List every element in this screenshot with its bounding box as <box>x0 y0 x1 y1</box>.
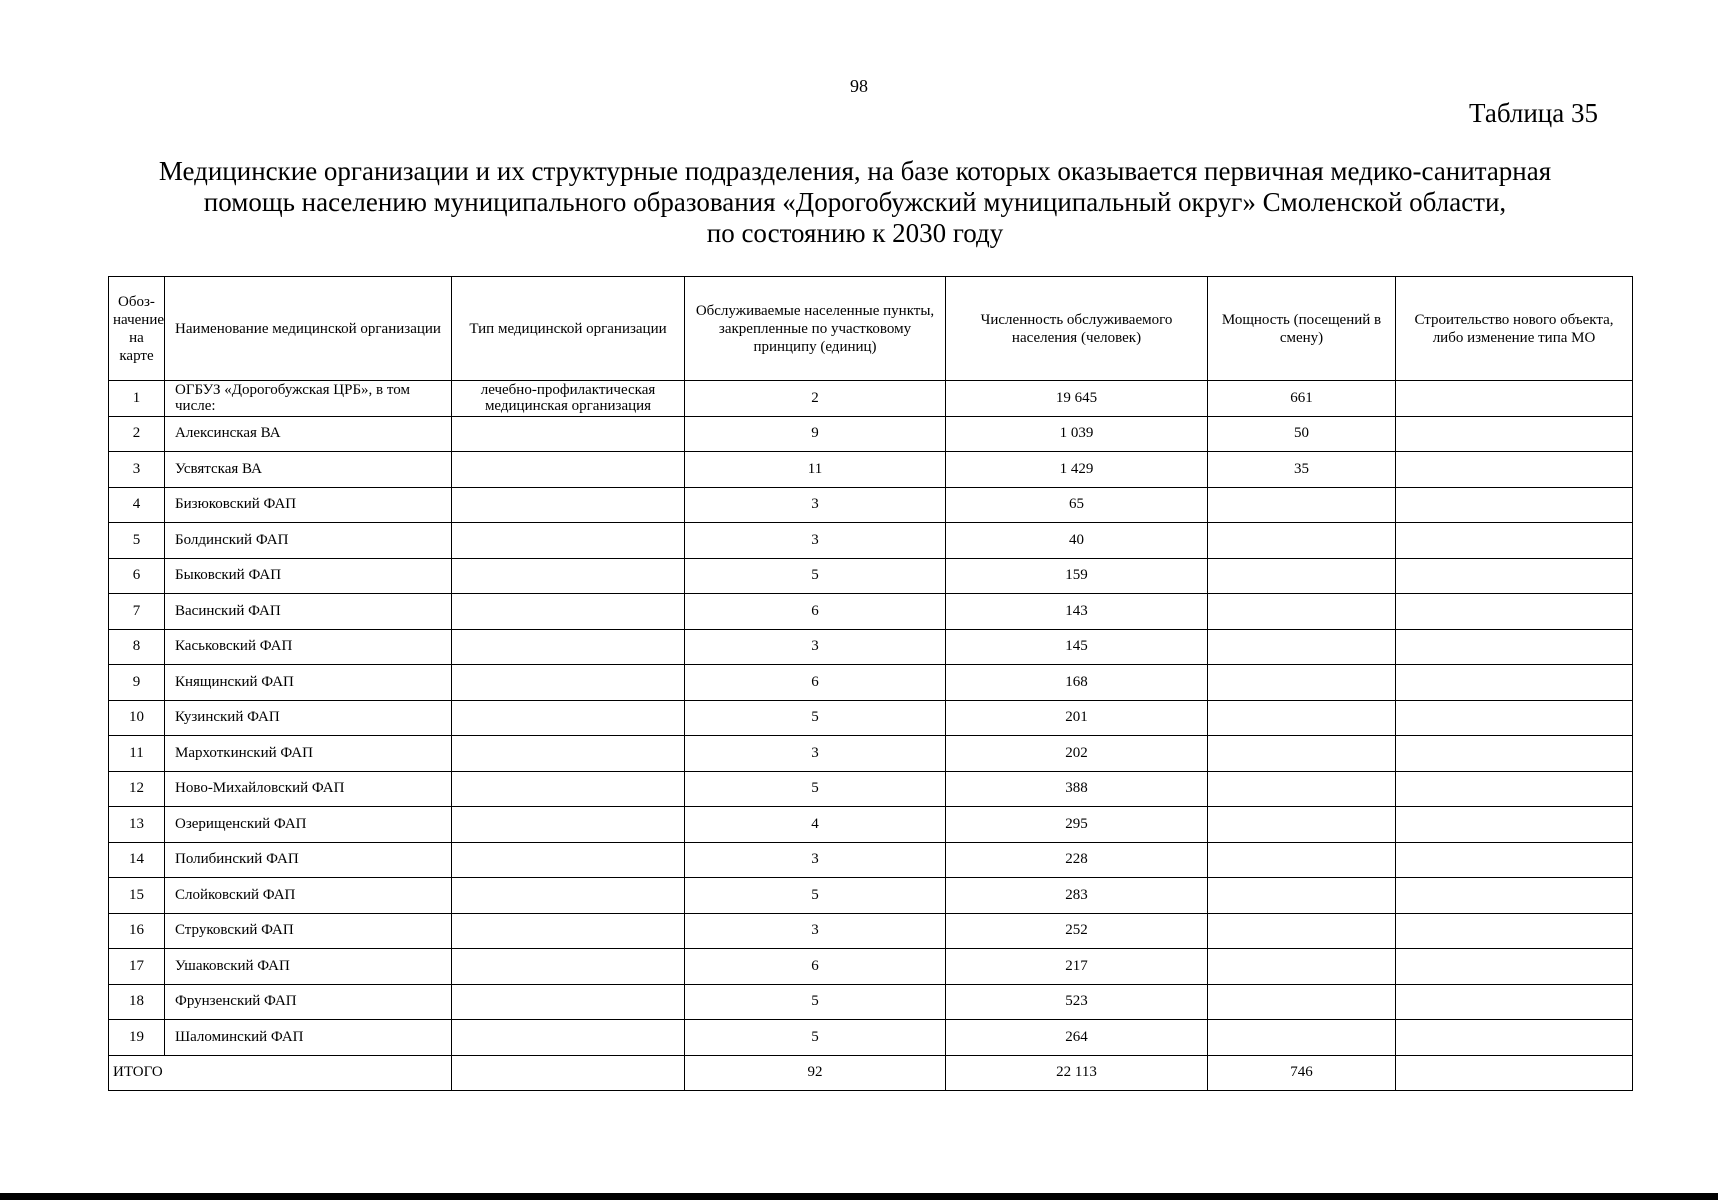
cell-construction <box>1396 487 1633 523</box>
cell-id: 16 <box>109 913 165 949</box>
page-number: 98 <box>850 76 868 96</box>
cell-population: 388 <box>946 771 1208 807</box>
cell-type <box>452 487 685 523</box>
cell-settlements: 4 <box>685 807 946 843</box>
header-construction: Строительство нового объекта, либо изменение типа МО <box>1396 277 1633 381</box>
cell-capacity: 50 <box>1208 416 1396 452</box>
table-row <box>109 416 1633 452</box>
cell-construction <box>1396 984 1633 1020</box>
cell-name: Шаломинский ФАП <box>165 1020 452 1056</box>
cell-construction <box>1396 771 1633 807</box>
cell-construction <box>1396 558 1633 594</box>
cell-construction <box>1396 807 1633 843</box>
title-line-3: по состоянию к 2030 году <box>706 218 1004 248</box>
cell-construction <box>1396 523 1633 559</box>
table-row <box>109 381 1633 417</box>
cell-capacity <box>1208 878 1396 914</box>
cell-id: 15 <box>109 878 165 914</box>
cell-name: Алексинская ВА <box>165 416 452 452</box>
cell-name: Болдинский ФАП <box>165 523 452 559</box>
header-name: Наименование медицинской организации <box>165 277 452 381</box>
cell-type <box>452 984 685 1020</box>
cell-capacity <box>1208 913 1396 949</box>
cell-capacity: 661 <box>1208 381 1396 417</box>
cell-type: лечебно-профилактическая медицинская организация <box>452 381 685 417</box>
table-row <box>109 700 1633 736</box>
table-row <box>109 807 1633 843</box>
cell-construction <box>1396 594 1633 630</box>
cell-type <box>452 629 685 665</box>
cell-id: 3 <box>109 452 165 488</box>
table-row <box>109 913 1633 949</box>
cell-population: 252 <box>946 913 1208 949</box>
cell-settlements: 5 <box>685 1020 946 1056</box>
cell-population: 295 <box>946 807 1208 843</box>
header-capacity: Мощность (посещений в смену) <box>1208 277 1396 381</box>
cell-settlements: 3 <box>685 736 946 772</box>
cell-settlements: 11 <box>685 452 946 488</box>
cell-population: 168 <box>946 665 1208 701</box>
cell-name: Озерищенский ФАП <box>165 807 452 843</box>
cell-population: 40 <box>946 523 1208 559</box>
cell-settlements: 9 <box>685 416 946 452</box>
cell-id: 9 <box>109 665 165 701</box>
cell-settlements: 3 <box>685 913 946 949</box>
cell-population: 19 645 <box>946 381 1208 417</box>
cell-capacity <box>1208 1020 1396 1056</box>
cell-name: Бизюковский ФАП <box>165 487 452 523</box>
cell-construction <box>1396 878 1633 914</box>
cell-settlements: 5 <box>685 558 946 594</box>
cell-name: ОГБУЗ «Дорогобужская ЦРБ», в том числе: <box>165 381 452 417</box>
title-line-2: помощь населению муниципального образования «Дорогобужский муниципальный округ» Смоленской области, <box>203 187 1507 217</box>
cell-name: Быковский ФАП <box>165 558 452 594</box>
table-row <box>109 665 1633 701</box>
cell-name: Слойковский ФАП <box>165 878 452 914</box>
table-row <box>109 487 1633 523</box>
header-population: Численность обслуживаемого населения (человек) <box>946 277 1208 381</box>
cell-type <box>452 452 685 488</box>
title-line-1: Медицинские организации и их структурные подразделения, на базе которых оказывается первичная медико-санитарная <box>158 156 1552 186</box>
cell-name: Фрунзенский ФАП <box>165 984 452 1020</box>
cell-settlements: 3 <box>685 523 946 559</box>
cell-construction <box>1396 700 1633 736</box>
cell-name: Каськовский ФАП <box>165 629 452 665</box>
cell-population: 159 <box>946 558 1208 594</box>
cell-population: 1 039 <box>946 416 1208 452</box>
cell-construction <box>1396 416 1633 452</box>
cell-settlements: 2 <box>685 381 946 417</box>
cell-id: 10 <box>109 700 165 736</box>
table-row <box>109 878 1633 914</box>
cell-id: 18 <box>109 984 165 1020</box>
total-label: ИТОГО <box>109 1055 452 1091</box>
cell-population: 1 429 <box>946 452 1208 488</box>
table-row <box>109 736 1633 772</box>
cell-id: 6 <box>109 558 165 594</box>
table-row <box>109 949 1633 985</box>
cell-id: 12 <box>109 771 165 807</box>
cell-capacity <box>1208 629 1396 665</box>
table-row <box>109 594 1633 630</box>
cell-name: Кузинский ФАП <box>165 700 452 736</box>
cell-settlements: 5 <box>685 878 946 914</box>
total-type <box>452 1055 685 1091</box>
cell-capacity <box>1208 842 1396 878</box>
cell-population: 228 <box>946 842 1208 878</box>
total-row <box>109 1055 1633 1091</box>
total-capacity: 746 <box>1208 1055 1396 1091</box>
cell-id: 2 <box>109 416 165 452</box>
cell-name: Княщинский ФАП <box>165 665 452 701</box>
cell-type <box>452 594 685 630</box>
cell-type <box>452 949 685 985</box>
cell-population: 283 <box>946 878 1208 914</box>
cell-population: 145 <box>946 629 1208 665</box>
cell-population: 217 <box>946 949 1208 985</box>
cell-type <box>452 665 685 701</box>
header-id: Обоз-начение на карте <box>109 277 165 381</box>
cell-capacity <box>1208 523 1396 559</box>
cell-construction <box>1396 736 1633 772</box>
cell-population: 264 <box>946 1020 1208 1056</box>
cell-capacity <box>1208 665 1396 701</box>
cell-name: Ушаковский ФАП <box>165 949 452 985</box>
table-header-row <box>109 277 1633 381</box>
bottom-border <box>0 1193 1718 1200</box>
cell-population: 201 <box>946 700 1208 736</box>
organizations-table <box>108 276 1633 1091</box>
cell-construction <box>1396 1020 1633 1056</box>
cell-id: 17 <box>109 949 165 985</box>
total-construction <box>1396 1055 1633 1091</box>
document-title <box>100 156 1610 249</box>
cell-type <box>452 558 685 594</box>
cell-population: 143 <box>946 594 1208 630</box>
cell-capacity <box>1208 594 1396 630</box>
cell-name: Мархоткинский ФАП <box>165 736 452 772</box>
cell-id: 19 <box>109 1020 165 1056</box>
table-row <box>109 842 1633 878</box>
cell-capacity <box>1208 558 1396 594</box>
cell-type <box>452 700 685 736</box>
table-row <box>109 771 1633 807</box>
cell-capacity <box>1208 700 1396 736</box>
table-row <box>109 523 1633 559</box>
cell-settlements: 6 <box>685 949 946 985</box>
cell-construction <box>1396 913 1633 949</box>
cell-type <box>452 771 685 807</box>
cell-settlements: 5 <box>685 984 946 1020</box>
cell-id: 8 <box>109 629 165 665</box>
table-row <box>109 984 1633 1020</box>
cell-capacity <box>1208 736 1396 772</box>
cell-capacity <box>1208 771 1396 807</box>
cell-id: 4 <box>109 487 165 523</box>
cell-id: 1 <box>109 381 165 417</box>
cell-id: 5 <box>109 523 165 559</box>
cell-id: 7 <box>109 594 165 630</box>
cell-capacity <box>1208 949 1396 985</box>
cell-settlements: 3 <box>685 842 946 878</box>
table-row <box>109 629 1633 665</box>
cell-id: 14 <box>109 842 165 878</box>
cell-settlements: 5 <box>685 700 946 736</box>
cell-capacity <box>1208 487 1396 523</box>
cell-construction <box>1396 452 1633 488</box>
cell-settlements: 5 <box>685 771 946 807</box>
cell-construction <box>1396 665 1633 701</box>
cell-population: 523 <box>946 984 1208 1020</box>
cell-type <box>452 416 685 452</box>
cell-type <box>452 913 685 949</box>
cell-settlements: 3 <box>685 629 946 665</box>
table-row <box>109 452 1633 488</box>
total-settlements: 92 <box>685 1055 946 1091</box>
cell-settlements: 3 <box>685 487 946 523</box>
cell-capacity <box>1208 807 1396 843</box>
cell-construction <box>1396 629 1633 665</box>
cell-id: 11 <box>109 736 165 772</box>
cell-construction <box>1396 842 1633 878</box>
cell-type <box>452 736 685 772</box>
cell-type <box>452 523 685 559</box>
cell-name: Полибинский ФАП <box>165 842 452 878</box>
table-label: Таблица 35 <box>1469 98 1598 128</box>
cell-construction <box>1396 381 1633 417</box>
cell-capacity: 35 <box>1208 452 1396 488</box>
cell-settlements: 6 <box>685 665 946 701</box>
cell-population: 202 <box>946 736 1208 772</box>
header-settlements: Обслуживаемые населенные пункты, закрепленные по участковому принципу (единиц) <box>685 277 946 381</box>
cell-name: Струковский ФАП <box>165 913 452 949</box>
cell-name: Ново-Михайловский ФАП <box>165 771 452 807</box>
cell-name: Васинский ФАП <box>165 594 452 630</box>
cell-capacity <box>1208 984 1396 1020</box>
cell-type <box>452 1020 685 1056</box>
header-type: Тип медицинской организации <box>452 277 685 381</box>
table-row <box>109 1020 1633 1056</box>
cell-id: 13 <box>109 807 165 843</box>
cell-type <box>452 807 685 843</box>
cell-settlements: 6 <box>685 594 946 630</box>
cell-type <box>452 878 685 914</box>
table-row <box>109 558 1633 594</box>
cell-construction <box>1396 949 1633 985</box>
cell-population: 65 <box>946 487 1208 523</box>
cell-type <box>452 842 685 878</box>
total-population: 22 113 <box>946 1055 1208 1091</box>
cell-name: Усвятская ВА <box>165 452 452 488</box>
